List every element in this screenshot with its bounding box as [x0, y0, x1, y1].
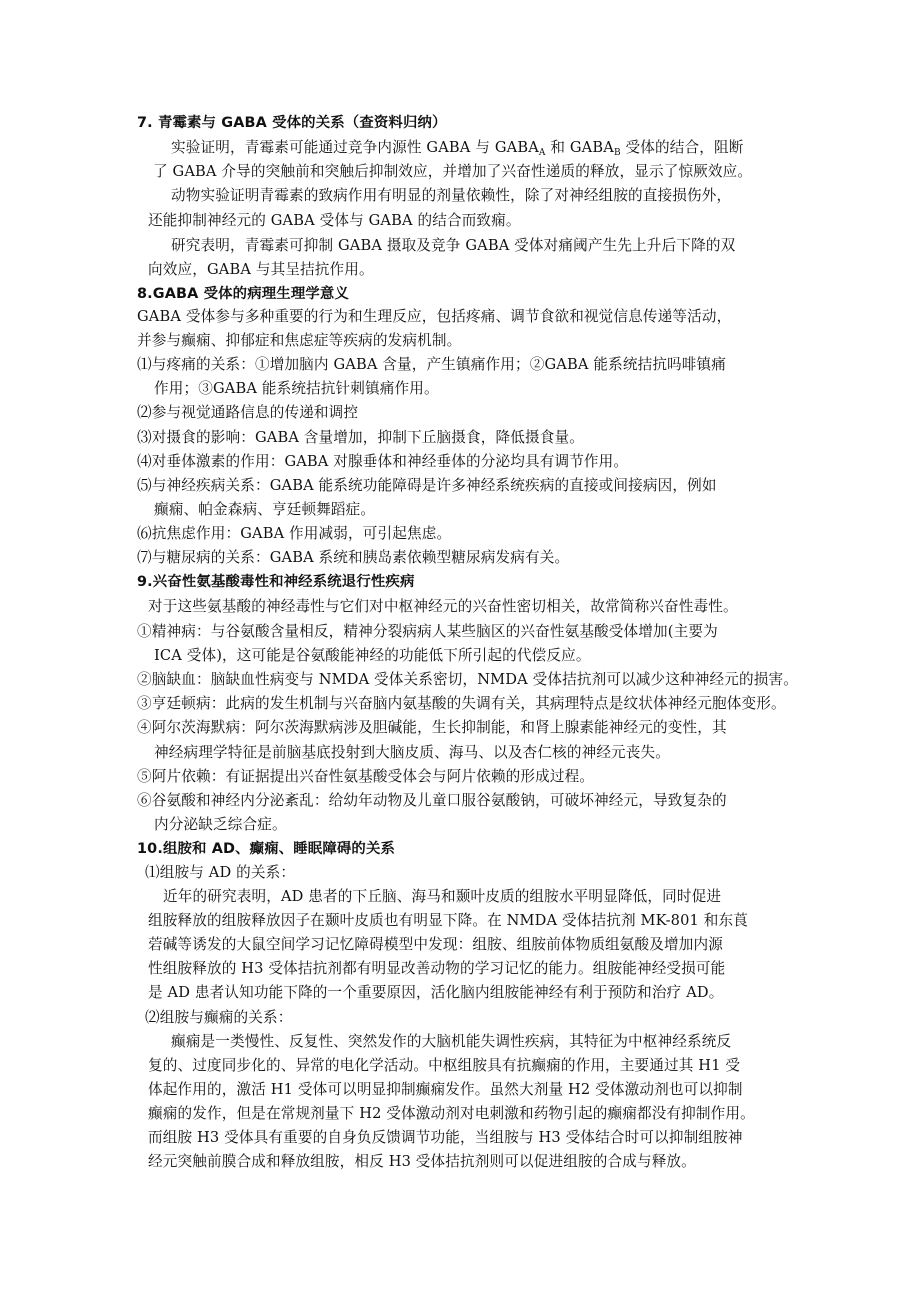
paragraph-line: GABA 受体参与多种重要的行为和生理反应，包括疼痛、调节食欲和视觉信息传递等活动， — [137, 308, 732, 325]
paragraph-line: 癫痫的发作，但是在常规剂量下 H2 受体激动剂对电刺激和药物引起的癫痫都没有抑制作用。 — [148, 1105, 755, 1122]
list-item: ④阿尔茨海默病：阿尔茨海默病涉及胆碱能，生长抑制能，和肾上腺素能神经元的变性，其 — [137, 719, 727, 736]
list-item: ③亨廷顿病：此病的发生机制与兴奋脑内氨基酸的失调有关，其病理特点是纹状体神经元胞体变形。 — [137, 695, 786, 712]
paragraph-line: 癫痫是一类慢性、反复性、突然发作的大脑机能失调性疾病，其特征为中枢神经系统反 — [171, 1033, 732, 1050]
paragraph-line: 是 AD 患者认知功能下降的一个重要原因，活化脑内组胺能神经有利于预防和治疗 AD。 — [148, 984, 724, 1001]
list-item-continuation: 作用；③GABA 能系统拮抗针刺镇痛作用。 — [154, 380, 439, 397]
list-item: ⑵参与视觉通路信息的传递和调控 — [137, 404, 359, 421]
paragraph-line: 性组胺释放的 H3 受体拮抗剂都有明显改善动物的学习记忆的能力。组胺能神经受损可能 — [148, 960, 726, 977]
paragraph-line: 对于这些氨基酸的神经毒性与它们对中枢神经元的兴奋性密切相关，故常简称兴奋性毒性。 — [148, 598, 738, 615]
subheading: ⑵组胺与癫痫的关系： — [145, 1009, 293, 1026]
section-8-heading: 8.GABA 受体的病理生理学意义 — [137, 286, 350, 302]
list-item: ⑸与神经疾病关系：GABA 能系统功能障碍是许多神经系统疾病的直接或间接病因，例如 — [137, 477, 717, 494]
section-9-heading: 9.兴奋性氨基酸毒性和神经系统退行性疾病 — [137, 574, 415, 590]
subheading: ⑴组胺与 AD 的关系： — [145, 864, 296, 881]
paragraph-line: 体起作用的，激活 H1 受体可以明显抑制癫痫发作。虽然大剂量 H2 受体激动剂也可以抑制 — [148, 1081, 743, 1098]
paragraph-line: 而组胺 H3 受体具有重要的自身负反馈调节功能，当组胺与 H3 受体结合时可以抑制组胺神 — [148, 1129, 743, 1146]
paragraph-line: 复的、过度同步化的、异常的电化学活动。中枢组胺具有抗癫痫的作用，主要通过其 H1 受 — [148, 1057, 741, 1074]
list-item-continuation: 癫痫、帕金森病、亨廷顿舞蹈症。 — [154, 501, 376, 518]
list-item: ⑥谷氨酸和神经内分泌紊乱：给幼年动物及儿童口服谷氨酸钠，可破坏神经元，导致复杂的 — [137, 792, 727, 809]
list-item: ②脑缺血：脑缺血性病变与 NMDA 受体关系密切，NMDA 受体拮抗剂可以减少这种神经元的损害。 — [137, 671, 798, 688]
list-item: ⑹抗焦虑作用：GABA 作用减弱，可引起焦虑。 — [137, 525, 452, 542]
list-item: ⑷对垂体激素的作用：GABA 对腺垂体和神经垂体的分泌均具有调节作用。 — [137, 453, 629, 470]
paragraph-line: 组胺释放的组胺释放因子在颞叶皮质也有明显下降。在 NMDA 受体拮抗剂 MK-801 和东莨 — [148, 912, 748, 929]
paragraph-line: 实验证明，青霉素可能通过竞争内源性 GABA 与 $GABA_A$ 和 $GABA_B$ 受体的结合，阻断 — [171, 139, 744, 158]
paragraph-line: 经元突触前膜合成和释放组胺，相反 H3 受体拮抗剂则可以促进组胺的合成与释放。 — [148, 1153, 696, 1170]
list-item: ①精神病：与谷氨酸含量相反，精神分裂病病人某些脑区的兴奋性氨基酸受体增加(主要为 — [137, 623, 718, 640]
list-item: ⑺与糖尿病的关系：GABA 系统和胰岛素依赖型糖尿病发病有关。 — [137, 549, 570, 566]
list-item-continuation: 内分泌缺乏综合症。 — [154, 816, 287, 833]
list-item-continuation: ICA 受体)，这可能是谷氨酸能神经的功能低下所引起的代偿反应。 — [154, 647, 591, 664]
paragraph-line: 动物实验证明青霉素的致病作用有明显的剂量依赖性，除了对神经组胺的直接损伤外， — [171, 187, 732, 204]
section-7-heading: 7. 青霉素与 GABA 受体的关系（查资料归纳） — [137, 115, 447, 131]
paragraph-line: 研究表明，青霉素可抑制 GABA 摄取及竞争 GABA 受体对痛阈产生先上升后下降的双 — [171, 237, 736, 254]
list-item: ⑤阿片依赖：有证据提出兴奋性氨基酸受体会与阿片依赖的形成过程。 — [137, 768, 595, 785]
paragraph-line: 向效应，GABA 与其呈拮抗作用。 — [148, 261, 374, 278]
paragraph-line: 并参与癫痫、抑郁症和焦虑症等疾病的发病机制。 — [137, 332, 462, 349]
list-item: ⑶对摄食的影响：GABA 含量增加，抑制下丘脑摄食，降低摄食量。 — [137, 429, 584, 446]
paragraph-line: 菪碱等诱发的大鼠空间学习记忆障碍模型中发现：组胺、组胺前体物质组氨酸及增加内源 — [148, 936, 724, 953]
paragraph-line: 还能抑制神经元的 GABA 受体与 GABA 的结合而致痫。 — [148, 212, 521, 229]
section-10-heading: 10.组胺和 AD、癫痫、睡眠障碍的关系 — [137, 841, 396, 857]
paragraph-line: 了 GABA 介导的突触前和突触后抑制效应，并增加了兴奋性递质的释放，显示了惊厥效应。 — [153, 163, 753, 180]
paragraph-line: 近年的研究表明，AD 患者的下丘脑、海马和颞叶皮质的组胺水平明显降低，同时促进 — [163, 888, 722, 905]
list-item-continuation: 神经病理学特征是前脑基底投射到大脑皮质、海马、以及杏仁核的神经元丧失。 — [154, 744, 671, 761]
list-item: ⑴与疼痛的关系：①增加脑内 GABA 含量，产生镇痛作用；②GABA 能系统拮抗吗啡镇痛 — [137, 356, 727, 373]
